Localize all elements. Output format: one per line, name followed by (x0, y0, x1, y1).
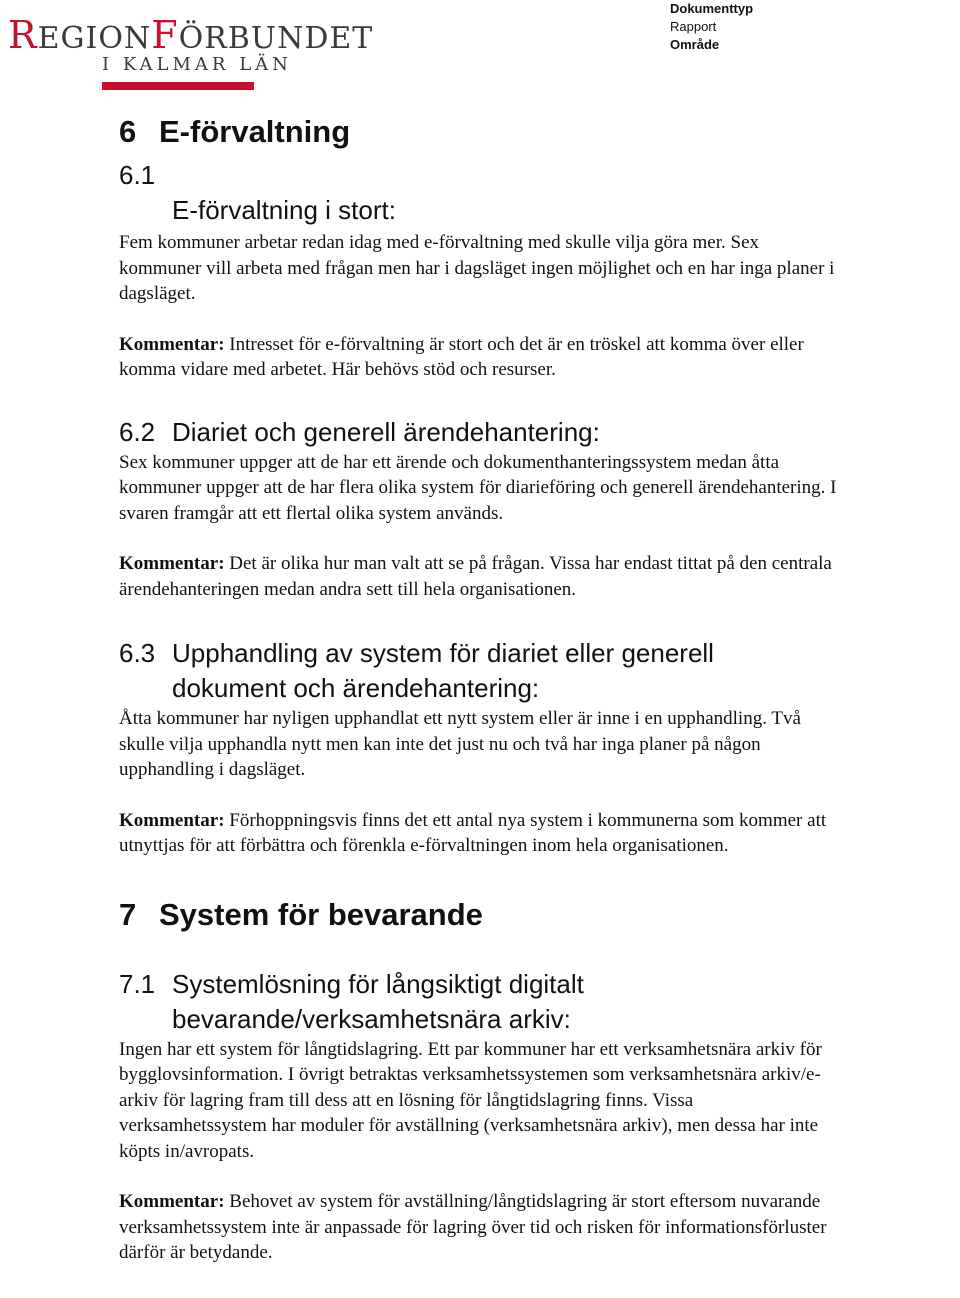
logo-text-egion: EGION (37, 21, 152, 56)
comment-text: Förhoppningsvis finns det ett antal nya system i kommunerna som kommer att (224, 809, 827, 831)
comment-6-3 (119, 808, 960, 859)
comment-line (119, 332, 960, 358)
section-number: 6.3 (119, 638, 156, 668)
section-title: E-förvaltning (159, 114, 351, 149)
section-title-line: bevarande/verksamhetsnära arkiv: (172, 1003, 571, 1034)
paragraph-line: Fem kommuner arbetar redan idag med e-förvaltning med skulle vilja göra mer. Sex (119, 232, 759, 253)
comment-label: Kommentar: (119, 1191, 225, 1212)
section-number: 6 (119, 114, 137, 149)
heading-section-7 (119, 895, 960, 935)
paragraph-line: arkiv för lagring fram till dess att en lösning för långtidslagring finns. Vissa (119, 1089, 694, 1111)
section-title: System för bevarande (159, 896, 483, 932)
paragraph-line: Ingen har ett system för långtidslagring. Ett par kommuner har ett verksamhetsnära arkiv för (119, 1038, 822, 1060)
heading-section-6 (119, 112, 960, 152)
paragraph-6-3 (119, 706, 960, 783)
section-title: Diariet och generell ärendehantering: (172, 416, 600, 447)
comment-label: Kommentar: (119, 333, 225, 355)
section-title-line: Systemlösning för långsiktigt digitalt (172, 968, 584, 999)
logo-red-bar (102, 82, 254, 90)
doc-type-label: Dokumenttyp (670, 1, 754, 16)
paragraph-line: kommuner uppger att de har flera olika system för diarieföring och generell ärendehantering. I (119, 477, 837, 498)
section-number: 7.1 (119, 968, 156, 999)
regionforbundet-logo (8, 13, 374, 94)
comment-line: komma vidare med arbetet. Här behövs stöd och resurser. (119, 359, 556, 380)
paragraph-line: bygglovsinformation. I övrigt betraktas verksamhetssystemen som verksamhetsnära arkiv/e- (119, 1064, 821, 1085)
paragraph-line: upphandling i dagsläget. (119, 759, 306, 780)
section-number: 6.1 (119, 160, 156, 190)
section-title (172, 967, 584, 1037)
area-label: Område (670, 37, 720, 52)
comment-text: Intresset för e-förvaltning är stort och det är en tröskel att komma över eller (224, 333, 804, 355)
heading-section-7-1 (119, 967, 960, 1037)
logo-initial-f: F (151, 13, 179, 57)
section-title (172, 636, 714, 706)
heading-section-6-1 (119, 158, 960, 228)
paragraph-line: svaren framgår att ett flertal olika system används. (119, 502, 504, 524)
comment-label: Kommentar: (119, 809, 225, 831)
comment-line: verksamhetssystem inte är anpassade för lagring över tid och risken för informationsförluster (119, 1216, 827, 1238)
logo-initial-r: R (8, 13, 38, 57)
comment-text: Behovet av system för avställning/långtidslagring är stort eftersom nuvarande (224, 1191, 821, 1212)
section-title: E-förvaltning i stort: (172, 195, 396, 225)
paragraph-line: skulle vilja upphandla nytt men kan inte det just nu och två har inga planer på någon (119, 733, 761, 755)
section-title-line: dokument och ärendehantering: (172, 673, 540, 703)
comment-line (119, 551, 960, 577)
comment-line: utnyttjas för att förbättra och förenkla e-förvaltningen inom hela organisationen. (119, 835, 729, 856)
paragraph-line: dagsläget. (119, 283, 196, 304)
paragraph-7-1 (119, 1037, 960, 1165)
heading-section-6-3 (119, 636, 960, 706)
doc-type-value: Rapport (670, 19, 717, 34)
comment-line: därför är betydande. (119, 1242, 273, 1263)
paragraph-line: Sex kommuner uppger att de har ett ärende och dokumenthanteringssystem medan åtta (119, 451, 780, 473)
paragraph-6-2 (119, 450, 960, 527)
comment-7-1 (119, 1189, 960, 1266)
paragraph-line: Åtta kommuner har nyligen upphandlat ett nytt system eller är inne i en upphandling. Två (119, 708, 801, 729)
paragraph-line: verksamhetssystem har moduler för avställning (verksamhetsnära arkiv), men dessa har inte (119, 1115, 819, 1136)
comment-line: ärendehanteringen medan andra sett till hela organisationen. (119, 578, 577, 600)
section-number: 7 (119, 896, 137, 932)
document-meta (670, 0, 753, 54)
section-number: 6.2 (119, 416, 156, 447)
section-title-line: Upphandling av system för diariet eller generell (172, 638, 714, 668)
comment-text: Det är olika hur man valt att se på frågan. Vissa har endast tittat på den centrala (224, 553, 832, 574)
paragraph-line: köpts in/avropats. (119, 1140, 255, 1162)
comment-6-1 (119, 332, 960, 383)
paragraph-6-1 (119, 230, 960, 307)
comment-6-2 (119, 551, 960, 602)
paragraph-line: kommuner vill arbeta med frågan men har i dagsläget ingen möjlighet och en har inga planer i (119, 257, 835, 279)
document-content (119, 112, 960, 1266)
comment-label: Kommentar: (119, 553, 225, 574)
logo-text-orbundet: ÖRBUNDET (178, 21, 374, 56)
logo-subtitle: I KALMAR LÄN (102, 54, 292, 75)
comment-line (119, 1189, 960, 1215)
heading-section-6-2 (119, 415, 960, 450)
comment-line (119, 808, 960, 834)
